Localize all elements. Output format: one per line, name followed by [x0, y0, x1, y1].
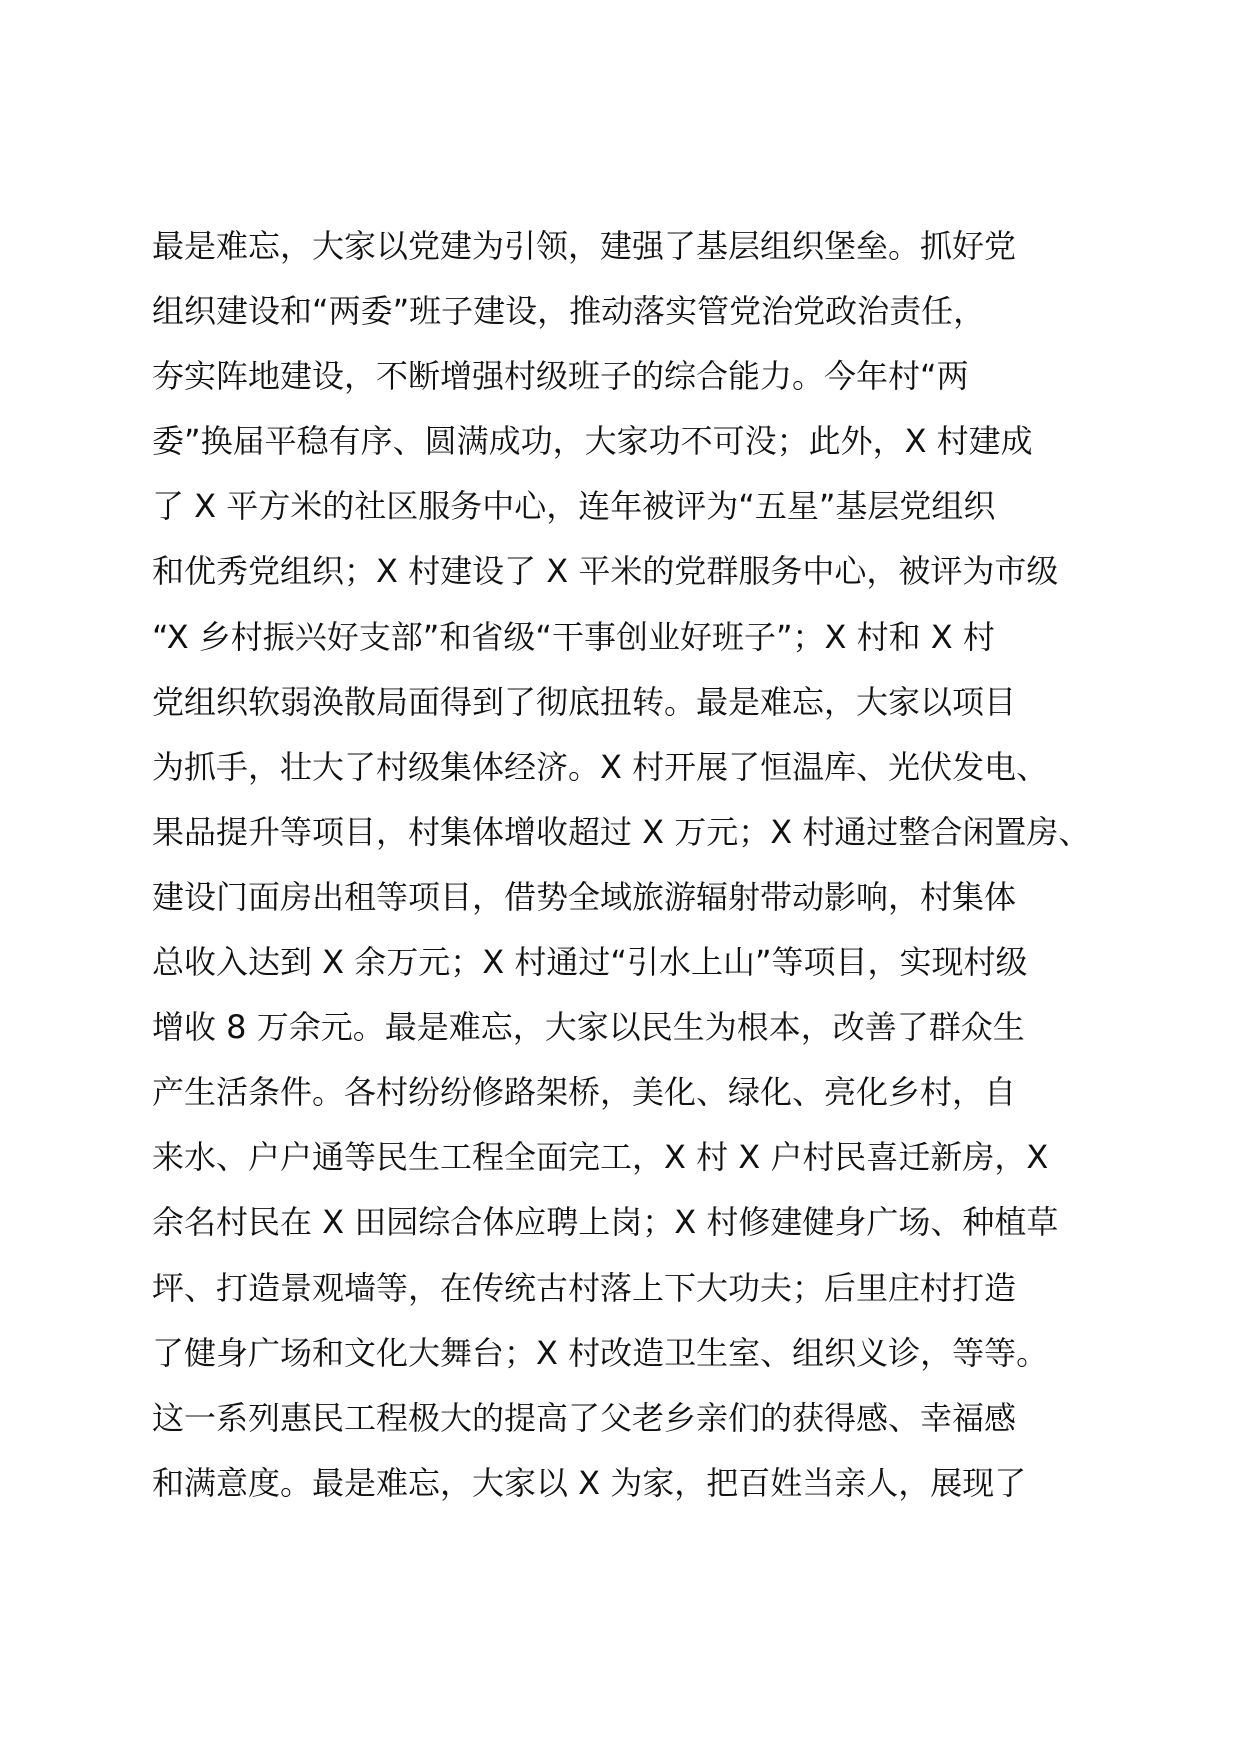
text-line: “X 乡村振兴好支部”和省级“干事创业好班子”；X 村和 X 村 — [152, 617, 995, 656]
text-line: 果品提升等项目，村集体增收超过 X 万元；X 村通过整合闲置房、 — [152, 812, 1091, 851]
text-line: 夯实阵地建设，不断增强村级班子的综合能力。今年村“两 — [152, 357, 969, 396]
text-line: 为抓手，壮大了村级集体经济。X 村开展了恒温库、光伏发电、 — [152, 747, 1049, 786]
text-line: 增收 8 万余元。最是难忘，大家以民生为根本，改善了群众生 — [152, 1008, 1025, 1047]
text-line: 了 X 平方米的社区服务中心，连年被评为“五星”基层党组织 — [152, 487, 996, 526]
text-line: 余名村民在 X 田园综合体应聘上岗；X 村修建健身广场、种植草 — [152, 1203, 1059, 1242]
text-line: 了健身广场和文化大舞台；X 村改造卫生室、组织义诊，等等。 — [152, 1333, 1049, 1372]
text-line: 建设门面房出租等项目，借势全域旅游辐射带动影响，村集体 — [152, 877, 1017, 916]
text-line: 这一系列惠民工程极大的提高了父老乡亲们的获得感、幸福感 — [152, 1398, 1017, 1437]
text-line: 来水、户户通等民生工程全面完工，X 村 X 户村民喜迁新房，X — [152, 1138, 1049, 1177]
text-line: 产生活条件。各村纷纷修路架桥，美化、绿化、亮化乡村，自 — [152, 1073, 1017, 1112]
body-paragraph — [152, 214, 1092, 1516]
text-line: 和满意度。最是难忘，大家以 X 为家，把百姓当亲人，展现了 — [152, 1463, 1027, 1502]
text-line: 党组织软弱涣散局面得到了彻底扭转。最是难忘，大家以项目 — [152, 682, 1017, 721]
text-line: 坪、打造景观墙等，在传统古村落上下大功夫；后里庄村打造 — [152, 1268, 1017, 1307]
text-line: 和优秀党组织；X 村建设了 X 平米的党群服务中心，被评为市级 — [152, 552, 1059, 591]
text-line: 总收入达到 X 余万元；X 村通过“引水上山”等项目，实现村级 — [152, 943, 1028, 982]
text-line: 委”换届平稳有序、圆满成功，大家功不可没；此外，X 村建成 — [152, 422, 1033, 461]
text-line: 最是难忘，大家以党建为引领，建强了基层组织堡垒。抓好党 — [152, 227, 1017, 265]
text-line: 组织建设和“两委”班子建设，推动落实管党治党政治责任， — [152, 292, 986, 331]
